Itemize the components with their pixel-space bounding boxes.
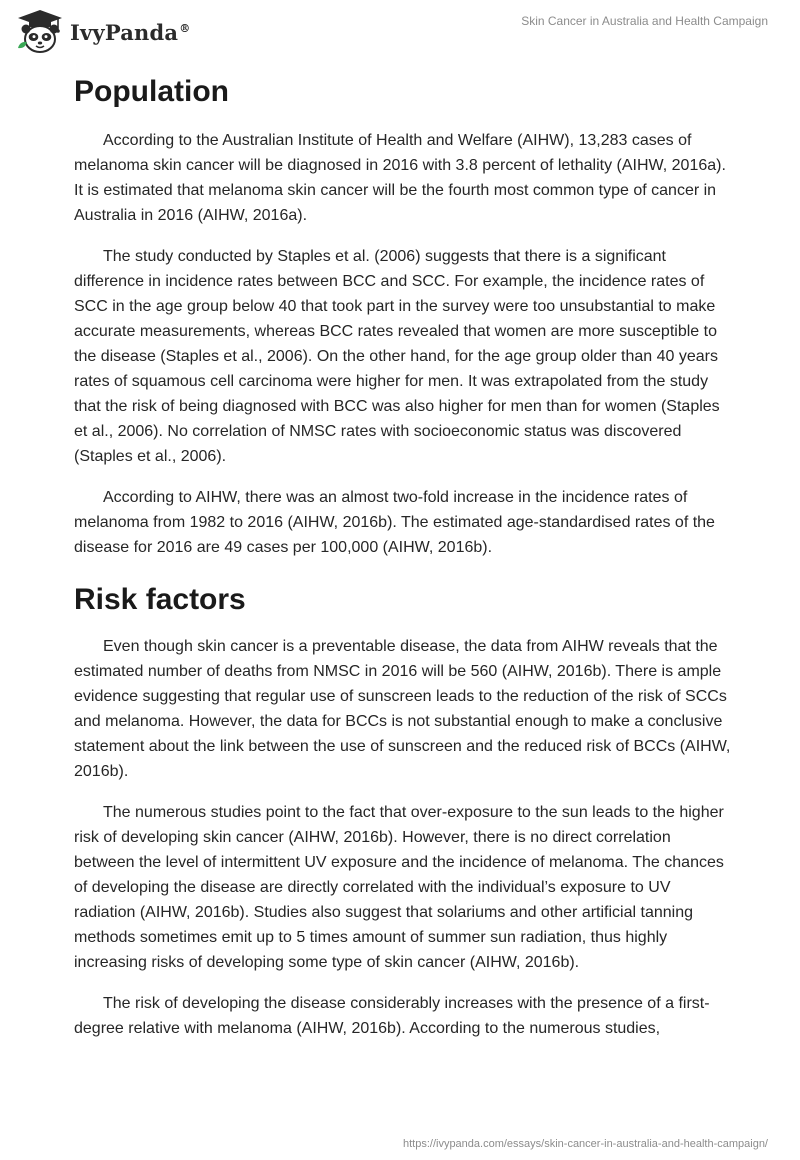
brand-name: IvyPanda® xyxy=(70,19,191,45)
paragraph: The numerous studies point to the fact that over-exposure to the sun leads to the higher risk of developing skin cancer (AIHW, 2016b). However, there is no direct correlation between the level of intermittent UV exposure and the incidence of melanoma. The chances of developing the disease are directly correlated with the individual’s exposure to UV radiation (AIHW, 2016b). Studies also suggest that solariums and other artificial tanning methods sometimes emit up to 5 times amount of summer sun radiation, thus highly increasing risks of developing some type of skin cancer (AIHW, 2016b). xyxy=(74,804,724,971)
section-heading-population: Population xyxy=(74,75,229,108)
source-url-link[interactable]: https://ivypanda.com/essays/skin-cancer-in-australia-and-health-campaign/ xyxy=(402,1138,768,1150)
paragraph: The study conducted by Staples et al. (2006) suggests that there is a significant difference in incidence rates between BCC and SCC. For example, the incidence rates of SCC in the age group below 40 that took part in the survey were too unsubstantial to make accurate measurements, whereas BCC rates revealed that women are more susceptible to the disease (Staples et al., 2006). On the other hand, for the age group older than 40 years rates of squamous cell carcinoma were higher for men. It was extrapolated from the study that the risk of being diagnosed with BCC was also higher for men than for women (Staples et al., 2006). No correlation of NMSC rates with socioeconomic status was discovered (Staples et al., 2006). xyxy=(74,248,720,465)
section-heading-risk-factors: Risk factors xyxy=(74,583,246,616)
panda-graduate-icon xyxy=(14,8,66,56)
paragraph: According to the Australian Institute of Health and Welfare (AIHW), 13,283 cases of melanoma skin cancer will be diagnosed in 2016 with 3.8 percent of lethality (AIHW, 2016a). It is estimated that melanoma skin cancer will be the fourth most common type of cancer in Australia in 2016 (AIHW, 2016a). xyxy=(74,132,726,224)
paragraph: According to AIHW, there was an almost two-fold increase in the incidence rates of melanoma from 1982 to 2016 (AIHW, 2016b). The estimated age-standardised rates of the disease for 2016 are 49 cases per 100,000 (AIHW, 2016b). xyxy=(74,489,715,556)
registered-mark: ® xyxy=(179,21,191,35)
ivypanda-logo[interactable] xyxy=(14,8,190,56)
paragraph: Even though skin cancer is a preventable disease, the data from AIHW reveals that the estimated number of deaths from NMSC in 2016 will be 560 (AIHW, 2016b). There is ample evidence suggesting that regular use of sunscreen leads to the reduction of the risk of SCCs and melanoma. However, the data for BCCs is not substantial enough to make a conclusive statement about the link between the use of sunscreen and the reduced risk of BCCs (AIHW, 2016b). xyxy=(74,638,731,780)
essay-content xyxy=(74,70,734,1057)
page-header xyxy=(0,0,800,64)
document-title: Skin Cancer in Australia and Health Campaign xyxy=(521,14,768,28)
paragraph: The risk of developing the disease considerably increases with the presence of a first-degree relative with melanoma (AIHW, 2016b). According to the numerous studies, xyxy=(74,995,710,1037)
